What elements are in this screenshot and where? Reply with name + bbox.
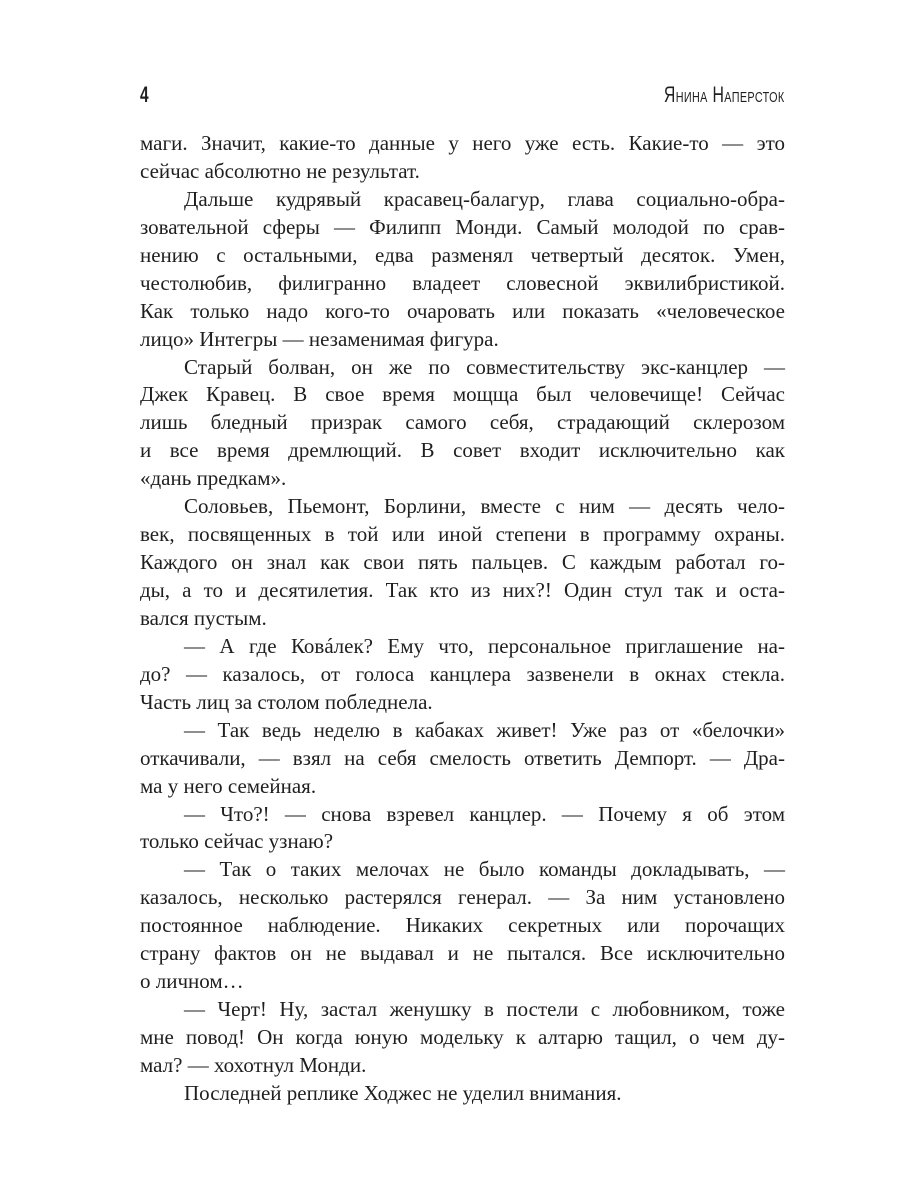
text-line: — А где Ковáлек? Ему что, персональное приглашение на- — [184, 633, 785, 658]
text-line: Дальше кудрявый красавец-балагур, глава социально-обра- — [184, 186, 785, 211]
text-line: страну фактов он не выдавал и не пытался. Все исключительно — [140, 941, 785, 966]
running-head-author: Янина Наперсток — [664, 82, 785, 107]
text-line: «дань предкам». — [140, 466, 287, 491]
text-line: ма у него семейная. — [140, 773, 317, 798]
text-line: лицо» Интегры — незаменимая фигура. — [140, 326, 499, 351]
text-line: сейчас абсолютно не результат. — [140, 158, 420, 183]
paragraph — [140, 186, 785, 354]
text-line: и все время дремлющий. В совет входит исключительно как — [140, 438, 785, 463]
text-line: зовательной сферы — Филипп Монди. Самый молодой по срав- — [140, 214, 785, 239]
text-line: — Так о таких мелочах не было команды докладывать, — — [184, 857, 785, 882]
paragraph — [140, 130, 785, 186]
text-line: Джек Кравец. В свое время мощща был человечище! Сейчас — [140, 382, 785, 407]
text-line: Соловьев, Пьемонт, Борлини, вместе с ним — десять чело- — [184, 494, 785, 519]
paragraph — [140, 633, 785, 717]
paragraph — [140, 996, 785, 1080]
text-line: мал? — хохотнул Монди. — [140, 1052, 367, 1077]
paragraph — [140, 354, 785, 494]
text-line: казалось, несколько растерялся генерал. — За ним установлено — [140, 885, 785, 910]
text-line: вался пустым. — [140, 605, 267, 630]
text-line: откачивали, — взял на себя смелость ответить Демпорт. — Дра- — [140, 745, 785, 770]
text-line: — Черт! Ну, застал женушку в постели с любовником, тоже — [184, 997, 785, 1022]
text-line: Часть лиц за столом побледнела. — [140, 689, 433, 714]
paragraph — [140, 717, 785, 801]
text-line: ды, а то и десятилетия. Так кто из них?! Один стул так и оста- — [140, 578, 785, 602]
text-line: — Что?! — снова взревел канцлер. — Почему я об этом — [184, 801, 785, 826]
paragraph — [140, 493, 785, 633]
text-line: Последней реплике Ходжес не уделил внимания. — [184, 1080, 622, 1105]
text-line: — Так ведь неделю в кабаках живет! Уже раз от «белочки» — [184, 717, 785, 742]
text-line: маги. Значит, какие-то данные у него уже есть. Какие-то — это — [140, 131, 785, 155]
text-line: о личном… — [140, 969, 244, 994]
text-line: нению с остальными, едва разменял четвертый десяток. Умен, — [140, 242, 785, 267]
text-line: Старый болван, он же по совместительству экс-канцлер — — [184, 354, 785, 379]
text-line: постоянное наблюдение. Никаких секретных или порочащих — [140, 913, 785, 938]
paragraph — [140, 856, 785, 996]
text-line: только сейчас узнаю? — [140, 829, 334, 854]
paragraph — [140, 801, 785, 857]
text-line: Как только надо кого-то очаровать или показать «человеческое — [140, 298, 785, 323]
text-body — [140, 130, 785, 1108]
text-line: честолюбив, филигранно владеет словесной эквилибристикой. — [140, 270, 785, 295]
text-line: мне повод! Он когда юную модельку к алтарю тащил, о чем ду- — [140, 1025, 785, 1049]
text-line: век, посвященных в той или иной степени в программу охраны. — [140, 522, 785, 547]
page-number: 4 — [140, 82, 149, 107]
text-line: до? — казалось, от голоса канцлера зазвенели в окнах стекла. — [140, 661, 785, 686]
text-line: лишь бледный призрак самого себя, страдающий склерозом — [140, 410, 785, 435]
running-head — [140, 82, 785, 112]
paragraph — [140, 1080, 785, 1108]
text-line: Каждого он знал как свои пять пальцев. С каждым работал го- — [140, 550, 785, 575]
